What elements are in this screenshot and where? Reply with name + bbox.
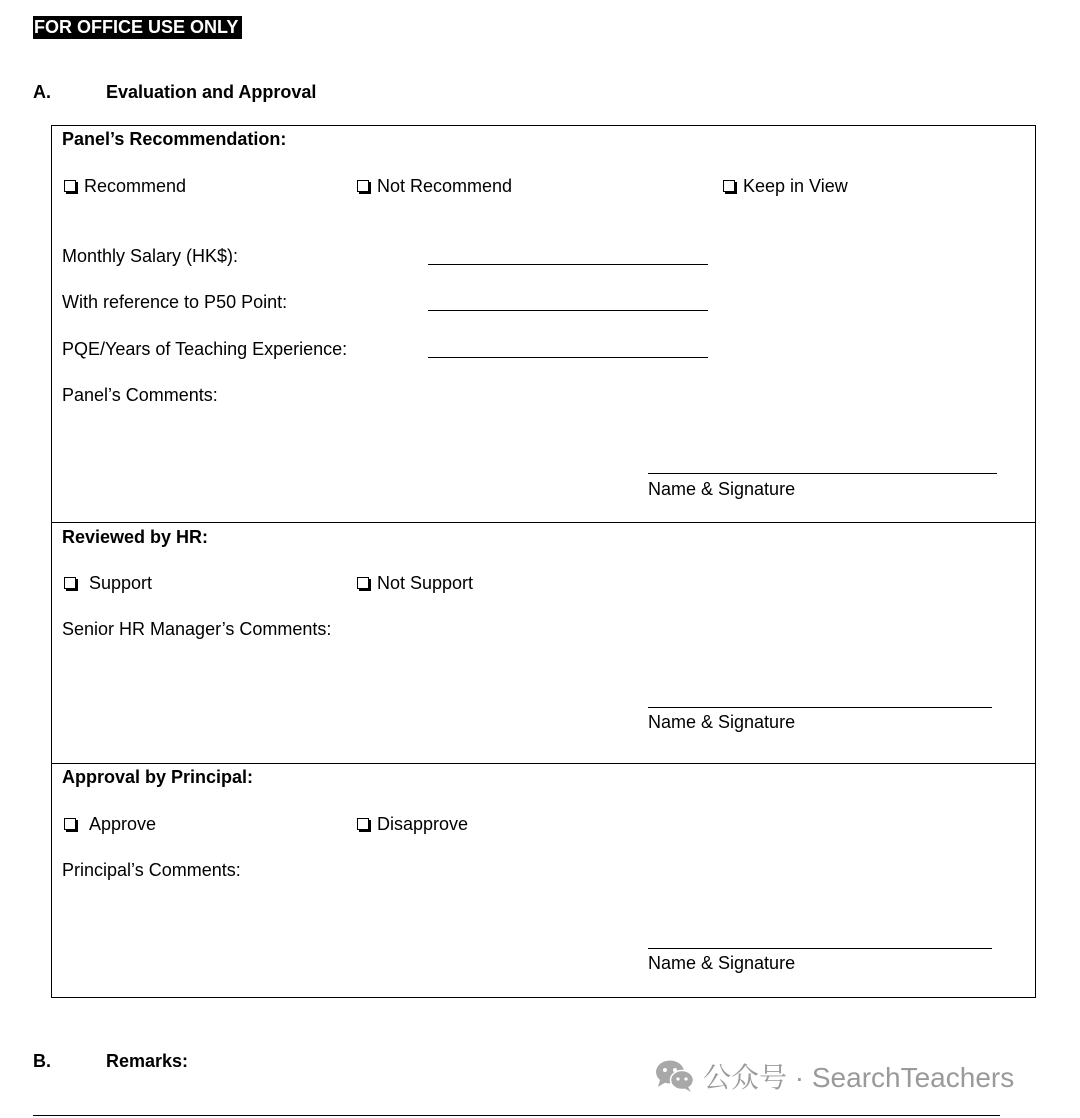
principal-signature-label: Name & Signature <box>648 953 796 973</box>
hr-signature-label: Name & Signature <box>648 712 796 732</box>
checkbox-icon <box>64 577 76 589</box>
monthly-salary-label: Monthly Salary (HK$): <box>62 246 239 266</box>
not-support-label: Not Support <box>377 573 474 593</box>
approve-label: Approve <box>89 814 157 834</box>
panel-comments-label: Panel’s Comments: <box>62 385 218 405</box>
section-b-title: Remarks: <box>106 1051 189 1071</box>
pqe-years-field[interactable] <box>428 357 708 358</box>
support-checkbox[interactable] <box>64 573 152 594</box>
section-b-letter: B. <box>33 1051 51 1071</box>
p50-point-label: With reference to P50 Point: <box>62 292 288 312</box>
watermark <box>655 1056 1014 1096</box>
support-label: Support <box>89 573 153 593</box>
section-a-title: Evaluation and Approval <box>106 82 317 102</box>
panel-heading: Panel’s Recommendation: <box>62 129 287 149</box>
hr-signature-line[interactable] <box>648 707 992 708</box>
hr-heading: Reviewed by HR: <box>62 527 209 547</box>
monthly-salary-field[interactable] <box>428 264 708 265</box>
recommend-label: Recommend <box>84 176 187 196</box>
divider-hr-principal <box>52 763 1035 764</box>
panel-signature-label: Name & Signature <box>648 479 796 499</box>
principal-heading: Approval by Principal: <box>62 767 254 787</box>
recommend-checkbox[interactable] <box>64 176 186 197</box>
disapprove-checkbox[interactable] <box>357 814 468 835</box>
keep-in-view-label: Keep in View <box>743 176 848 196</box>
hr-comments-label: Senior HR Manager’s Comments: <box>62 619 332 639</box>
p50-point-field[interactable] <box>428 310 708 311</box>
principal-signature-line[interactable] <box>648 948 992 949</box>
pqe-years-label: PQE/Years of Teaching Experience: <box>62 339 348 359</box>
not-support-checkbox[interactable] <box>357 573 473 594</box>
checkbox-icon <box>357 180 369 192</box>
approve-checkbox[interactable] <box>64 814 156 835</box>
principal-comments-label: Principal’s Comments: <box>62 860 241 880</box>
panel-signature-line[interactable] <box>648 473 997 474</box>
remarks-line[interactable] <box>33 1115 1000 1116</box>
not-recommend-label: Not Recommend <box>377 176 513 196</box>
watermark-text: 公众号 · SearchTeachers <box>703 1062 1015 1093</box>
divider-panel-hr <box>52 522 1035 523</box>
disapprove-label: Disapprove <box>377 814 469 834</box>
section-a-letter: A. <box>33 82 51 102</box>
checkbox-icon <box>64 818 76 830</box>
checkbox-icon <box>357 577 369 589</box>
checkbox-icon <box>64 180 76 192</box>
not-recommend-checkbox[interactable] <box>357 176 512 197</box>
office-use-banner: FOR OFFICE USE ONLY <box>33 16 242 39</box>
keep-in-view-checkbox[interactable] <box>723 176 848 197</box>
checkbox-icon <box>357 818 369 830</box>
checkbox-icon <box>723 180 735 192</box>
wechat-icon <box>655 1059 695 1093</box>
